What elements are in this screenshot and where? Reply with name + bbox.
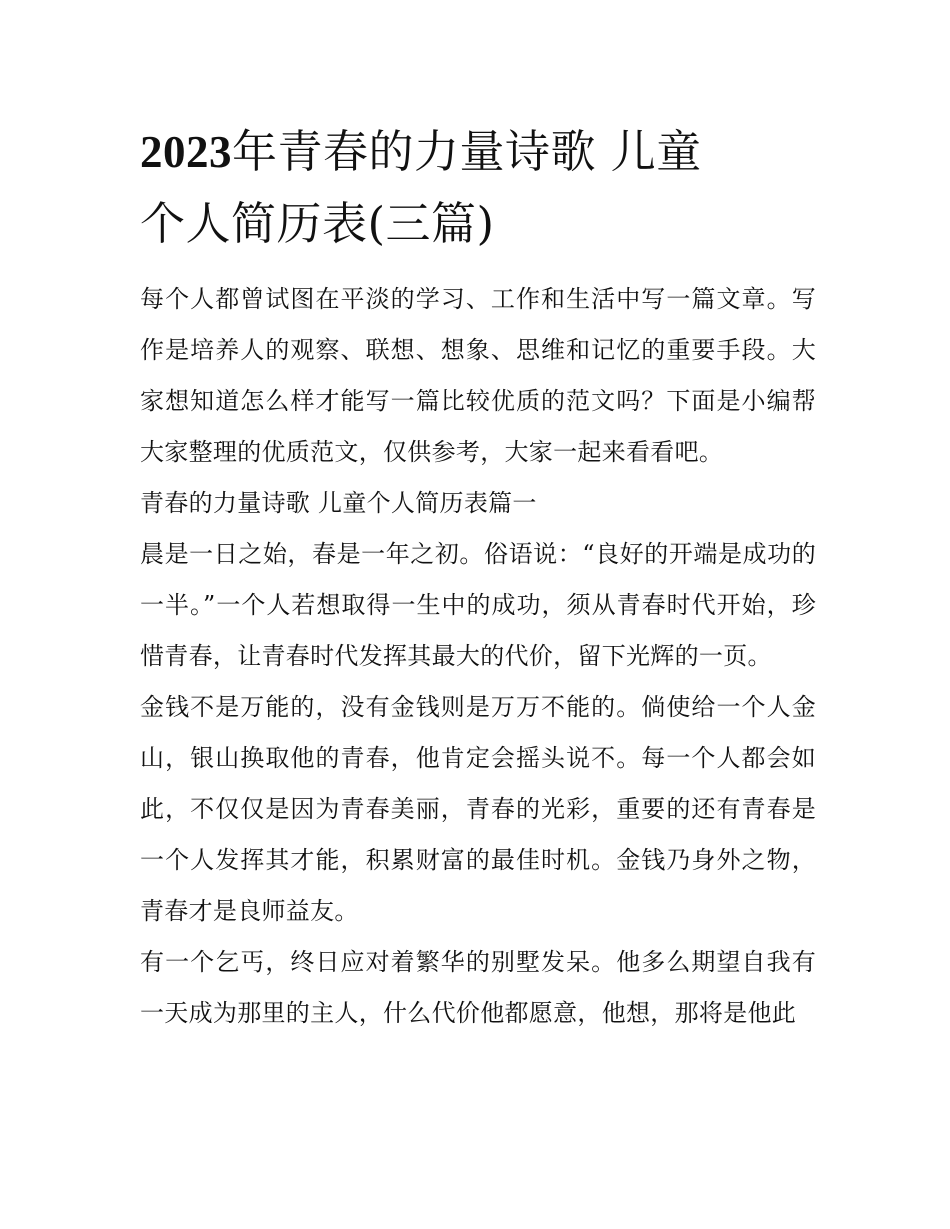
body-paragraph-3: 有一个乞丐，终日应对着繁华的别墅发呆。他多么期望自我有一天成为那里的主人，什么代价他都愿意，他想，那将是他此: [140, 948, 816, 1027]
body-paragraph-1: 晨是一日之始，春是一年之初。俗语说：“良好的开端是成功的一半。”一个人若想取得一生中的成功，须从青春时代开始，珍惜青春，让青春时代发挥其最大的代价，留下光辉的一页。: [140, 540, 816, 670]
title-line-2: 个人简历表(三篇): [140, 197, 495, 250]
title-year: 2023: [140, 127, 232, 177]
title-line-1: [140, 116, 816, 188]
intro-paragraph: 每个人都曾试图在平淡的学习、工作和生活中写一篇文章。写作是培养人的观察、联想、想象、思维和记忆的重要手段。大家想知道怎么样才能写一篇比较优质的范文吗？下面是小编帮大家整理的优质范文，仅供参考，大家一起来看看吧。: [140, 285, 816, 466]
document-title: [140, 116, 816, 260]
document-page: [140, 116, 816, 1039]
title-line-1-text: 年青春的力量诗歌 儿童: [232, 125, 702, 178]
section-heading: 青春的力量诗歌 儿童个人简历表篇一: [140, 489, 537, 517]
body-paragraph-2: 金钱不是万能的，没有金钱则是万万不能的。倘使给一个人金山，银山换取他的青春，他肯定会摇头说不。每一个人都会如此，不仅仅是因为青春美丽，青春的光彩，重要的还有青春是一个人发挥其才能，积累财富的最佳时机。金钱乃身外之物，青春才是良师益友。: [140, 693, 816, 925]
